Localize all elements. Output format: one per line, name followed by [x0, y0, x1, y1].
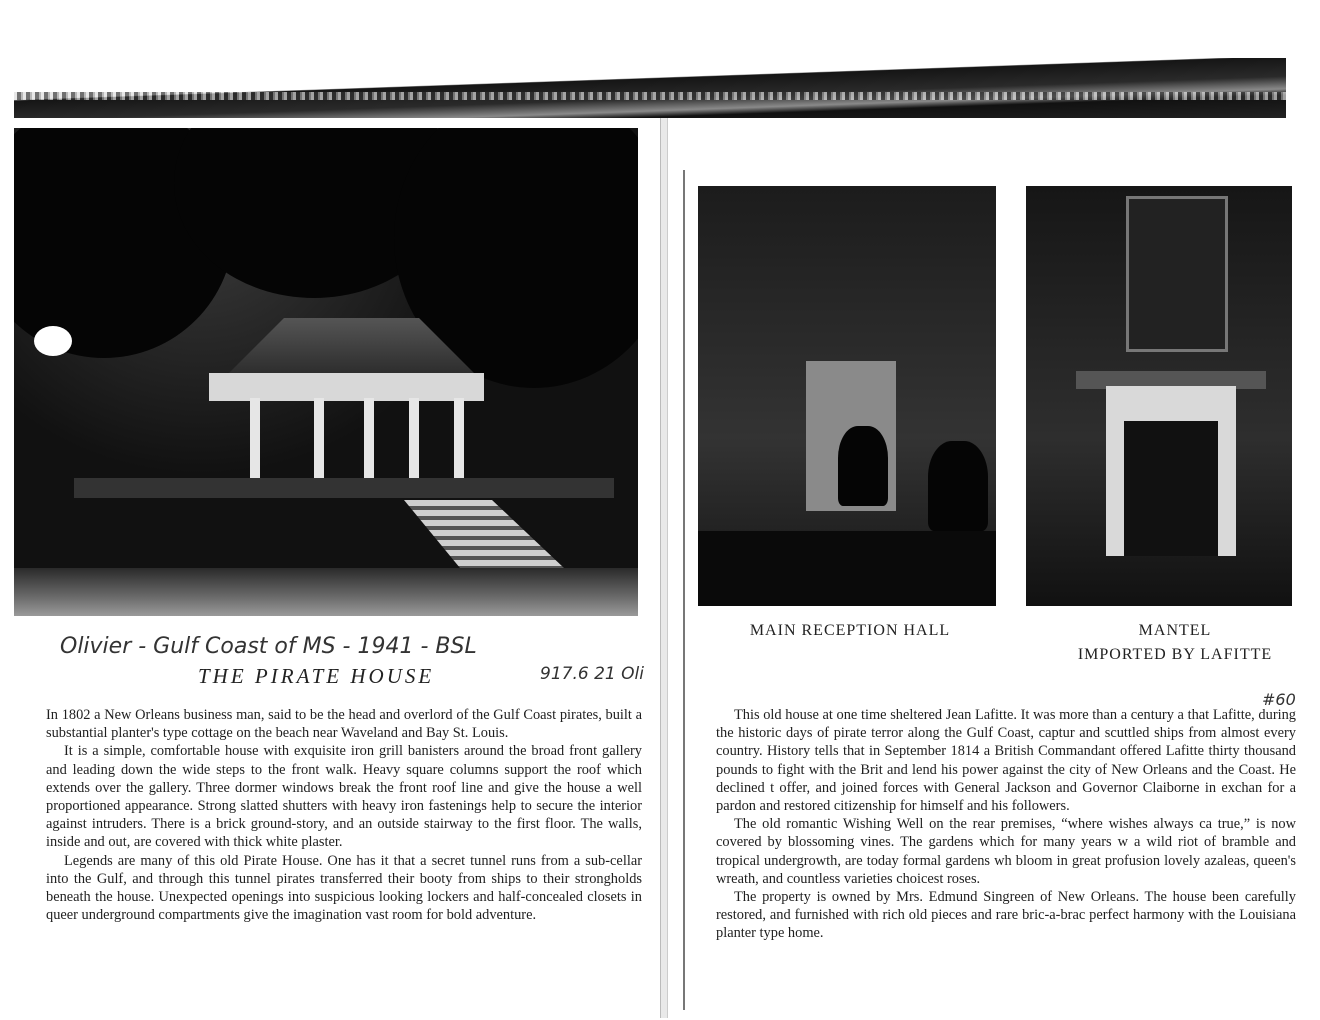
handwritten-source-note: Olivier - Gulf Coast of MS - 1941 - BSL: [60, 634, 477, 659]
handwritten-call-number: 917.6 21 Oli: [540, 664, 644, 684]
left-paragraph: In 1802 a New Orleans business man, said to be the head and overlord of the Gulf Coast pirates, built a substantial planter's type cottage on the beach near Waveland and Bay St. Louis.: [46, 707, 642, 742]
chair-shape: [838, 426, 888, 506]
mantel-photo: [1026, 186, 1292, 606]
house-column: [364, 398, 374, 478]
right-paragraph: This old house at one time sheltered Jean Lafitte. It was more than a century a that Lafitte, during the historic days of pirate terror along the Gulf Coast, captur and scuttled ships from almost every country. History tells that in September 1814 a British Commandant offered Lafitte thirty thousand pounds to fight with the Brit and lend his power against the city of New Orleans and the Coast. He declined t offer, and joined forces with General Jackson and Governor Claiborne in exchan for a pardon and restored citizenship for himself and his followers.: [716, 707, 1296, 815]
fireplace-opening: [1124, 421, 1218, 556]
caption-hall: MAIN RECEPTION HALL: [749, 622, 951, 639]
article-title: THE PIRATE HOUSE: [198, 664, 435, 688]
house-column: [409, 398, 419, 478]
front-lawn: [14, 568, 638, 616]
left-article-body: [46, 706, 642, 924]
house-column: [454, 398, 464, 478]
house-column: [314, 398, 324, 478]
scan-header-bar: [14, 58, 1286, 118]
caption-mantel-line1: MANTEL: [1138, 622, 1212, 639]
handwritten-page-number: #60: [1262, 690, 1296, 709]
right-article-body: [716, 706, 1296, 943]
house-ground-story: [74, 478, 614, 498]
mantel-mirror: [1126, 196, 1228, 352]
right-paragraph: The old romantic Wishing Well on the rear premises, “where wishes always ca true,” is now covered by blossoming vines. The gardens which for many years w a wild riot of bramble and tropical undergrowth, are today formal gardens wh bloom in great profusion lovely azaleas, queen's wreath, and countless varieties choicest roses.: [716, 816, 1296, 887]
front-stairs: [404, 500, 564, 568]
photo-glare: [34, 326, 72, 356]
hall-floor: [698, 531, 996, 606]
page-gutter: [660, 118, 668, 1018]
left-paragraph: It is a simple, comfortable house with exquisite iron grill banisters around the broad front gallery and leading down the wide steps to the front walk. Heavy square columns support the roof which extends over the gallery. Three dormer windows break the front roof line and give the house a well proportioned appearance. Strong slatted shutters with heavy iron fastenings help to secure the interior against intruders. There is a brick ground-story, and an outside stairway to the first floor. The walls, inside and out, are covered with thick white plaster.: [46, 743, 642, 851]
reception-hall-photo: [698, 186, 996, 606]
caption-mantel-line2: IMPORTED BY LAFITTE: [1077, 646, 1273, 663]
house-gallery: [209, 373, 484, 401]
house-column: [250, 398, 260, 478]
pirate-house-photo: [14, 128, 638, 616]
right-paragraph: The property is owned by Mrs. Edmund Singreen of New Orleans. The house been carefully restored, and furnished with rich old pieces and rare bric-a-brac perfect harmony with the Louisiana planter type home.: [716, 889, 1296, 942]
gutter-line: [683, 170, 685, 1010]
left-paragraph: Legends are many of this old Pirate House. One has it that a secret tunnel runs from a sub-cellar into the Gulf, and through this tunnel pirates transferred their booty from ships to their strongholds beneath the house. Unexpected openings into suspicious looking lockers and half-concealed closets in queer underground compartments give the imagination vast room for bold adventure.: [46, 852, 642, 924]
chair-shape: [928, 441, 988, 531]
